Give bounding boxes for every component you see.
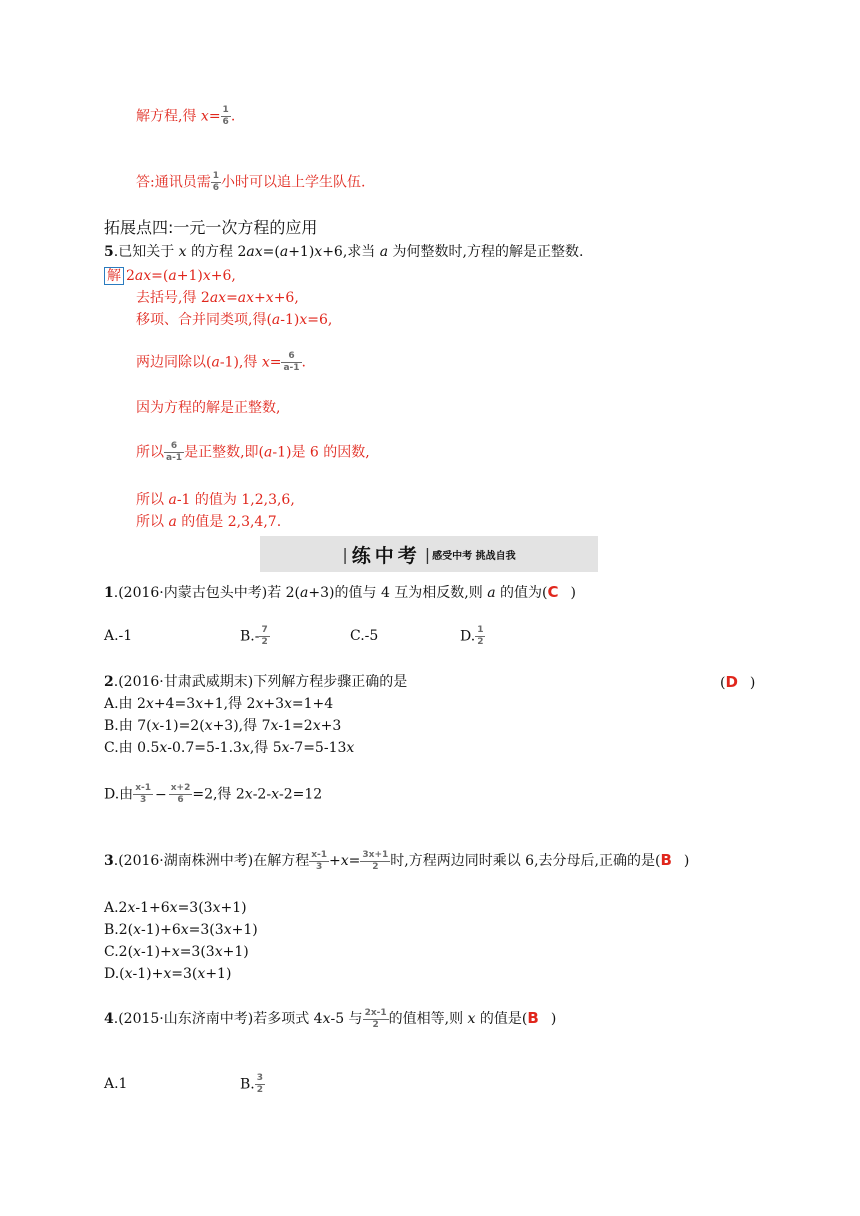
answer-choice: D — [725, 673, 738, 691]
problem-number: 5 — [104, 244, 114, 260]
q1-option-a: A.-1 — [104, 628, 133, 644]
answer-text: 答:通讯员需 — [136, 174, 211, 191]
answer-choice: C — [547, 583, 559, 601]
equals: = — [208, 108, 221, 125]
section-title: 拓展点四:一元一次方程的应用 — [104, 218, 318, 237]
q4-option-b: B. $\frac{3}{2}$ — [240, 1073, 264, 1095]
solution-text: 解方程,得 — [136, 108, 201, 125]
question-4: 4.(2015·山东济南中考)若多项式 4x-5 与 $\frac{2x-1}{2}$ 的值相等,则 x 的值是(B ) — [104, 1007, 557, 1030]
answer-choice: B — [660, 851, 672, 869]
banner-title: 练中考 — [351, 544, 421, 567]
question-number: 4 — [104, 1011, 114, 1027]
problem-5-statement — [104, 242, 583, 262]
fraction: $\frac{7}{2}$ — [261, 625, 268, 647]
period: . — [230, 108, 236, 125]
question-number: 1 — [104, 585, 114, 601]
question-source: .(2016·湖南株洲中考) — [113, 853, 254, 869]
question-source: .(2016·甘肃武威期末) — [113, 674, 254, 690]
question-source: .(2015·山东济南中考) — [113, 1011, 254, 1027]
problem-5-sol-3: 移项、合并同类项,得(a-1)x=6, — [136, 312, 333, 328]
q2-option-d: D.由 $\frac{x-1}{3}$ − $\frac{x+2}{6}$ =2,得 2x-2-x-2=12 — [104, 783, 323, 805]
solution-label: 解 — [104, 267, 124, 285]
banner-divider: | — [424, 544, 431, 564]
q1-option-d: D. $\frac{1}{2}$ — [460, 625, 484, 647]
q3-option-a: A.2x-1+6x=3(3x+1) — [104, 900, 247, 916]
fraction: $\frac{1}{6}$ — [222, 105, 229, 127]
q3-option-d: D.(x-1)+x=3(x+1) — [104, 966, 232, 982]
question-text: 下列解方程步骤正确的是 — [253, 674, 408, 690]
fraction: $\frac{2x-1}{2}$ — [364, 1007, 387, 1030]
question-source: .(2016·内蒙古包头中考) — [113, 585, 268, 601]
question-3: 3.(2016·湖南株洲中考)在解方程 $\frac{x-1}{3}$ +x= $\frac{3x+1}{2}$ 时,方程两边同时乘以 6,去分母后,正确的是(B ) — [104, 849, 690, 872]
answer-text-tail: 小时可以追上学生队伍. — [220, 174, 366, 191]
q2-answer: (D ) — [720, 673, 756, 691]
fraction: $\frac{1}{2}$ — [477, 625, 484, 647]
q3-option-c: C.2(x-1)+x=3(3x+1) — [104, 944, 249, 960]
q3-option-b: B.2(x-1)+6x=3(3x+1) — [104, 922, 258, 938]
question-1 — [104, 582, 576, 603]
problem-5-sol-7: 所以 a-1 的值为 1,2,3,6, — [136, 492, 295, 508]
problem-5-sol-6: 所以 $\frac{6}{a-1}$ 是正整数,即(a-1)是 6 的因数, — [136, 441, 370, 463]
banner-subtitle: 感受中考 挑战自我 — [432, 550, 516, 562]
problem-5-sol-5: 因为方程的解是正整数, — [136, 400, 281, 416]
fraction: $\frac{6}{a-1}$ — [166, 441, 183, 463]
problem-5-sol-8: 所以 a 的值是 2,3,4,7. — [136, 514, 282, 530]
answer-line — [136, 172, 365, 193]
fraction: $\frac{3x+1}{2}$ — [362, 849, 389, 872]
q1-option-b: B.- $\frac{7}{2}$ — [240, 625, 268, 647]
problem-text: .已知关于 x 的方程 2ax=(a+1)x+6,求当 a 为何整数时,方程的解是正整数. — [113, 244, 584, 260]
question-number: 3 — [104, 853, 114, 869]
q2-option-b: B.由 7(x-1)=2(x+3),得 7x-1=2x+3 — [104, 718, 342, 734]
fraction: $\frac{x-1}{3}$ — [311, 849, 328, 872]
question-text: 若 2(a+3)的值与 4 互为相反数,则 a 的值为( — [267, 585, 548, 601]
question-number: 2 — [104, 674, 114, 690]
paren-close: ) — [570, 585, 576, 601]
problem-5-sol-4: 两边同除以(a-1),得 x= $\frac{6}{a-1}$ . — [136, 351, 306, 373]
solution-line — [136, 106, 235, 127]
banner-divider: | — [342, 544, 348, 564]
answer-choice: B — [527, 1009, 539, 1027]
section-banner — [260, 536, 598, 572]
q4-option-a: A.1 — [104, 1076, 128, 1092]
fraction: $\frac{x-1}{3}$ — [135, 783, 151, 805]
fraction: $\frac{x+2}{6}$ — [170, 783, 191, 805]
fraction: $\frac{6}{a-1}$ — [283, 351, 300, 373]
fraction: $\frac{1}{6}$ — [212, 171, 219, 193]
var-x: x — [200, 108, 209, 125]
q2-option-c: C.由 0.5x-0.7=5-1.3x,得 5x-7=5-13x — [104, 740, 355, 756]
question-2 — [104, 672, 407, 692]
q1-option-c: C.-5 — [350, 628, 379, 644]
problem-5-sol-1 — [104, 266, 236, 286]
problem-5-sol-2: 去括号,得 2ax=ax+x+6, — [136, 290, 299, 306]
q2-option-a: A.由 2x+4=3x+1,得 2x+3x=1+4 — [104, 696, 334, 712]
fraction: $\frac{3}{2}$ — [256, 1073, 264, 1095]
solution-step: 2ax=(a+1)x+6, — [126, 268, 236, 284]
